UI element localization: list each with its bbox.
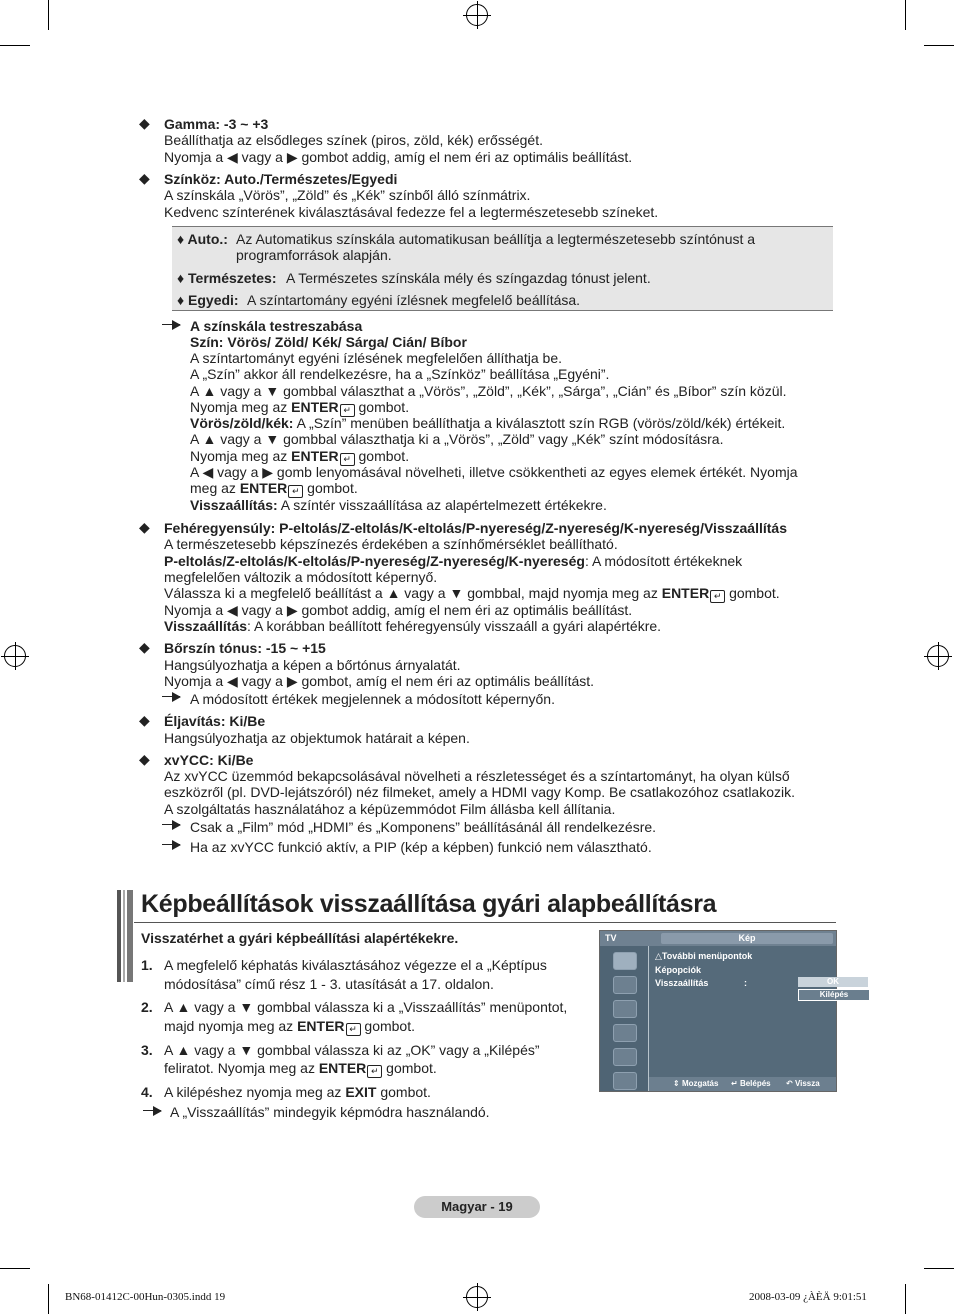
osd-nav-back-label: Vissza <box>794 1079 820 1088</box>
osd-colon: : <box>744 978 747 988</box>
osd-header <box>600 931 836 946</box>
enter-key-icon: ↵ <box>346 1023 361 1036</box>
registration-mark-icon <box>927 645 949 667</box>
gamma-title: Gamma: -3 ~ +3 <box>164 116 269 132</box>
osd-footer <box>649 1077 836 1091</box>
reset-text: A színtér visszaállítása az alapértelmezett értékekre. <box>277 497 607 513</box>
osd-more-items: △További menüpontok <box>655 951 753 961</box>
wb-text: Válassza ki a megfelelő beállítást a ▲ vagy a ▼ gombbal, majd nyomja meg az <box>164 585 662 601</box>
osd-sidebar <box>600 946 648 1091</box>
osd-nav-move-label: Mozgatás <box>681 1079 719 1088</box>
crop-mark <box>48 0 49 30</box>
bullet-diamond-icon: ◆ <box>139 115 150 131</box>
enter-key-icon: ↵ <box>288 485 303 498</box>
osd-tv-label: TV <box>605 933 617 943</box>
xvycc-line: eszközről (pl. DVD-lejátszóról) néz filmeket, amely a HDMI vagy Komp. Be csatlakozóhoz csatlakozik. <box>164 784 795 800</box>
step-text-part: majd nyomja meg az <box>164 1018 298 1034</box>
date-slug: 2008-03-09 ¿ÀÈÄ 9:01:51 <box>749 1291 867 1303</box>
step-text: A megfelelő képhatás kiválasztásához végezze el a „Képtípus <box>164 957 547 973</box>
reset-label: Visszaállítás: <box>190 497 278 513</box>
szinkoz-options-box <box>172 226 833 311</box>
note-arrow-icon <box>162 820 182 830</box>
custom-line-text: gombot. <box>354 448 410 464</box>
wb-bold-text: P-eltolás/Z-eltolás/K-eltolás/P-nyereség/Z-nyereség/K-nyereség <box>164 553 585 569</box>
input-menu-icon <box>613 1048 637 1066</box>
enter-key-text: ENTER <box>318 1060 367 1076</box>
xvycc-note: Ha az xvYCC funkció aktív, a PIP (kép a képben) funkció nem választható. <box>190 839 652 855</box>
page-number-badge: Magyar - 19 <box>414 1196 540 1218</box>
auto-text: Az Automatikus színskála automatikusan beállítja a legtermészetesebb színtónust a <box>236 231 756 247</box>
registration-mark-icon <box>466 1286 488 1308</box>
registration-mark-icon <box>4 645 26 667</box>
step-number: 1. <box>141 957 153 973</box>
auto-text: programforrások alapján. <box>236 247 392 263</box>
crop-mark <box>924 45 954 46</box>
section-intro: Visszatérhet a gyári képbeállítási alapértékekre. <box>141 930 459 946</box>
custom-line <box>190 480 358 498</box>
wb-text: : A módosított értékeknek <box>584 553 743 569</box>
step-text <box>164 1060 437 1078</box>
custom-line <box>190 497 607 514</box>
bullet-diamond-icon: ◆ <box>139 712 150 728</box>
enter-key-icon: ↵ <box>367 1065 382 1078</box>
edge-title: Éljavítás: Ki/Be <box>164 713 266 729</box>
note-arrow-icon <box>162 320 182 330</box>
bullet-diamond-icon: ◆ <box>139 170 150 186</box>
osd-reset-item: Visszaállítás <box>655 978 709 988</box>
picture-menu-icon <box>613 952 637 970</box>
osd-ok-option: OK <box>798 977 868 987</box>
custom-line-text: Nyomja meg az <box>190 448 292 464</box>
wb-bold-text: Visszaállítás <box>164 618 248 634</box>
note-arrow-icon <box>143 1106 163 1116</box>
sound-menu-icon <box>613 976 637 994</box>
step-number: 4. <box>141 1084 153 1100</box>
wb-line <box>164 585 780 603</box>
note-arrow-icon <box>162 692 182 702</box>
wb-text: gombot. <box>725 585 780 601</box>
wb-line: megfelelően változik a módosított képernyő. <box>164 569 438 585</box>
section-heading: Képbeállítások visszaállítása gyári alapbeállításra <box>141 890 717 918</box>
szinkoz-line: Kedvenc színterének kiválasztásával fedezze fel a legtermészetesebb színeket. <box>164 204 659 220</box>
step-text: módosítása” című rész 1 - 3. utasítását a 17. oldalon. <box>164 976 494 992</box>
gamma-line: Nyomja a ◀ vagy a ▶ gombot addig, amíg el nem éri az optimális beállítást. <box>164 149 633 165</box>
step-text-part: gombot. <box>382 1060 437 1076</box>
vzk-label: Vörös/zöld/kék: <box>190 415 294 431</box>
skin-line: Nyomja a ◀ vagy a ▶ gombot, amíg el nem éri az optimális beállítást. <box>164 673 595 689</box>
osd-tab-kep: Kép <box>661 933 833 944</box>
custom-line-text: Nyomja meg az <box>190 399 292 415</box>
section-note: A „Visszaállítás” mindegyik képmódra használandó. <box>170 1104 490 1120</box>
wb-line: A természetesebb képszínezés érdekében a színhőmérséklet beállítható. <box>164 536 618 552</box>
xvycc-line: A szolgáltatás használatához a képüzemmódot Film állásba kell állítania. <box>164 801 616 817</box>
crop-mark <box>905 0 906 30</box>
osd-nav-move: ⇕ Mozgatás <box>673 1079 719 1088</box>
termeszetes-label: ♦ Természetes: <box>177 270 277 286</box>
skin-note: A módosított értékek megjelennek a módosított képernyőn. <box>190 691 555 707</box>
custom-line <box>190 415 785 432</box>
crop-mark <box>905 1284 906 1314</box>
termeszetes-text: A Természetes színskála mély és színgazdag tónust jelent. <box>286 270 651 286</box>
enter-key-icon: ↵ <box>710 590 725 603</box>
osd-picture-options: Képopciók <box>655 965 702 975</box>
enter-key-text: ENTER <box>291 448 339 464</box>
wb-line <box>164 618 661 635</box>
custom-line-text: meg az <box>190 480 240 496</box>
enter-key-text: ENTER <box>291 399 339 415</box>
step-text-part: A kilépéshez nyomja meg az <box>164 1084 346 1100</box>
registration-mark-icon <box>466 4 488 26</box>
step-text: A ▲ vagy a ▼ gombbal válassza ki az „OK” vagy a „Kilépés” <box>164 1042 540 1058</box>
step-text <box>164 1018 415 1036</box>
custom-subtitle: Szín: Vörös/ Zöld/ Kék/ Sárga/ Cián/ Bíbor <box>190 334 467 350</box>
step-text-part: gombot. <box>376 1084 431 1100</box>
szinkoz-title: Színköz: Auto./Természetes/Egyedi <box>164 171 398 187</box>
xvycc-title: xvYCC: Ki/Be <box>164 752 254 768</box>
egyedi-label: ♦ Egyedi: <box>177 292 239 308</box>
vzk-text: A „Szín” menüben beállíthatja a kiválasztott szín RGB (vörös/zöld/kék) értékeit. <box>293 415 786 431</box>
wb-title: Fehéregyensúly: P-eltolás/Z-eltolás/K-eltolás/P-nyereség/Z-nyereség/K-nyereség/Visszaállítás <box>164 520 787 536</box>
crop-mark <box>924 1268 954 1269</box>
crop-mark <box>48 1284 49 1314</box>
edge-line: Hangsúlyozhatja az objektumok határait a képen. <box>164 730 470 746</box>
step-text-part: gombot. <box>360 1018 415 1034</box>
bullet-diamond-icon: ◆ <box>139 639 150 655</box>
osd-content <box>649 946 849 1077</box>
custom-line-text: gombot. <box>354 399 410 415</box>
egyedi-text: A színtartomány egyéni ízlésnek megfelelő beállítása. <box>247 292 581 308</box>
auto-label: ♦ Auto.: <box>177 231 228 247</box>
enter-key-text: ENTER <box>239 480 288 496</box>
enter-key-icon: ↵ <box>340 404 355 417</box>
wb-line <box>164 553 742 570</box>
custom-line: A színtartományt egyéni ízlésének megfelelően állíthatja be. <box>190 350 562 366</box>
gamma-line: Beállíthatja az elsődleges színek (piros, zöld, kék) erősségét. <box>164 132 543 148</box>
xvycc-note: Csak a „Film” mód „HDMI” és „Komponens” beállításánál áll rendelkezésre. <box>190 819 657 835</box>
note-arrow-icon <box>162 840 182 850</box>
xvycc-line: Az xvYCC üzemmód bekapcsolásával növelheti a részletességet és a színtartományt, ha olyan külső <box>164 768 790 784</box>
osd-nav-enter: ↵ Belépés <box>731 1079 771 1088</box>
step-number: 3. <box>141 1042 153 1058</box>
custom-line: A ▲ vagy a ▼ gombbal választhat a „Vörös”, „Zöld”, „Kék”, „Sárga”, „Cián” és „Bíbor” szín közül. <box>190 383 787 399</box>
crop-mark <box>0 1268 30 1269</box>
enter-key-text: ENTER <box>297 1018 345 1034</box>
app-menu-icon <box>613 1072 637 1090</box>
tv-menu-screenshot <box>599 930 849 1092</box>
wb-line: Nyomja a ◀ vagy a ▶ gombot addig, amíg el nem éri az optimális beállítást. <box>164 602 633 618</box>
skin-line: Hangsúlyozhatja a képen a bőrtónus árnyalatát. <box>164 657 461 673</box>
enter-key-icon: ↵ <box>340 453 355 466</box>
step-text: A ▲ vagy a ▼ gombbal válassza ki a „Visszaállítás” menüpontot, <box>164 999 568 1015</box>
channel-menu-icon <box>613 1000 637 1018</box>
custom-line: A ▲ vagy a ▼ gombbal választhatja ki a „Vörös”, „Zöld” vagy „Kék” színt módosításra. <box>190 431 724 447</box>
osd-exit-option: Kilépés <box>798 989 870 1001</box>
bullet-diamond-icon: ◆ <box>139 751 150 767</box>
custom-line: A „Szín” akkor áll rendelkezésre, ha a „Színköz” beállítása „Egyéni”. <box>190 366 610 382</box>
szinkoz-line: A színskála „Vörös”, „Zöld” és „Kék” színből álló színmátrix. <box>164 187 531 203</box>
file-slug: BN68-01412C-00Hun-0305.indd 19 <box>65 1291 226 1303</box>
step-text <box>164 1084 431 1101</box>
setup-menu-icon <box>613 1024 637 1042</box>
custom-line: A ◀ vagy a ▶ gomb lenyomásával növelheti, illetve csökkentheti az egyes elemek értékét. Nyomja <box>190 464 798 480</box>
bullet-diamond-icon: ◆ <box>139 519 150 535</box>
step-text-part: feliratot. Nyomja meg az <box>164 1060 319 1076</box>
heading-decoration <box>117 890 133 982</box>
skin-title: Bőrszín tónus: -15 ~ +15 <box>164 640 326 656</box>
osd-nav-enter-label: Belépés <box>739 1079 771 1088</box>
exit-key-text: EXIT <box>345 1084 377 1100</box>
custom-title: A színskála testreszabása <box>190 318 363 334</box>
osd-nav-back: ↶ Vissza <box>786 1079 820 1088</box>
custom-line-text: gombot. <box>303 480 358 496</box>
wb-text: : A korábban beállított fehéregyensúly visszaáll a gyári alapértékre. <box>247 618 662 634</box>
heading-divider <box>134 922 836 923</box>
crop-mark <box>0 45 30 46</box>
step-number: 2. <box>141 999 153 1015</box>
enter-key-text: ENTER <box>661 585 710 601</box>
